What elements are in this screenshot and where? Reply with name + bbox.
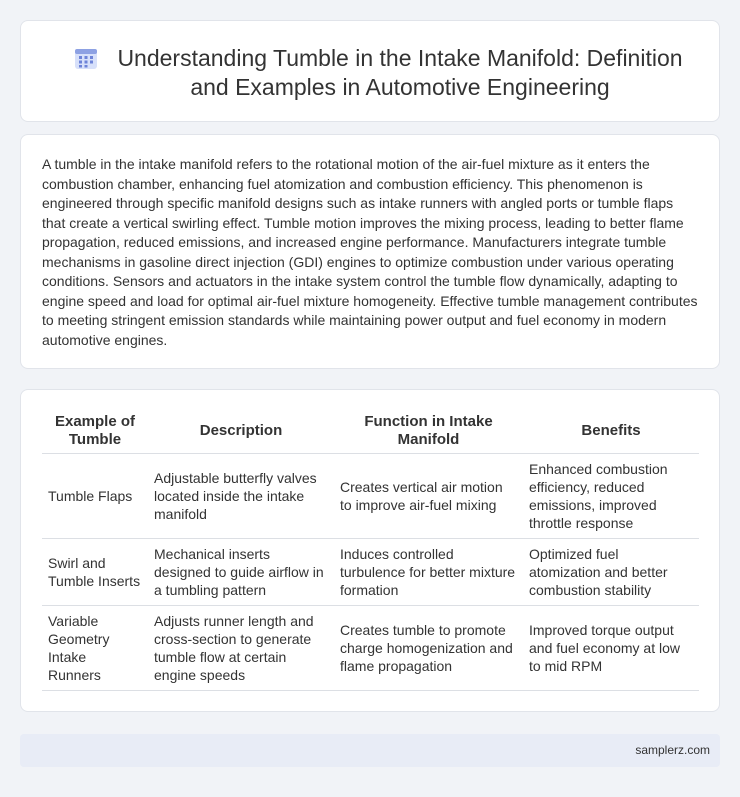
intro-card (20, 134, 720, 369)
cell-description: Mechanical inserts designed to guide airflow in a tumbling pattern (148, 538, 334, 605)
table-card (20, 389, 720, 712)
cell-example: Variable Geometry Intake Runners (42, 605, 148, 690)
examples-table (42, 410, 699, 691)
table-row (42, 453, 699, 538)
cell-example: Tumble Flaps (42, 453, 148, 538)
footer-site-link[interactable]: samplerz.com (635, 743, 710, 757)
header-function: Function in Intake Manifold (334, 410, 523, 453)
table-row (42, 605, 699, 690)
cell-function: Creates vertical air motion to improve air-fuel mixing (334, 453, 523, 538)
cell-description: Adjusts runner length and cross-section to generate tumble flow at certain engine speeds (148, 605, 334, 690)
header-example: Example of Tumble (42, 410, 148, 453)
cell-description: Adjustable butterfly valves located inside the intake manifold (148, 453, 334, 538)
footer-bar (20, 734, 720, 767)
document-grid-icon (73, 47, 99, 71)
table-row (42, 538, 699, 605)
table-header-row (42, 410, 699, 453)
cell-benefits: Enhanced combustion efficiency, reduced emissions, improved throttle response (523, 453, 699, 538)
intro-paragraph: A tumble in the intake manifold refers to the rotational motion of the air-fuel mixture as it enters the combustion chamber, enhancing fuel atomization and combustion efficiency. This phenomenon is engineered through specific manifold designs such as intake runners with angled ports or tumble flaps that create a vertical swirling effect. Tumble motion improves the mixing process, leading to better flame propagation, reduced emissions, and increased engine performance. Manufacturers integrate tumble mechanisms in gasoline direct injection (GDI) engines to optimize combustion under various operating conditions. Sensors and actuators in the intake system control the tumble flow dynamically, adapting to engine speed and load for optimal air-fuel mixture homogeneity. Effective tumble management contributes to meeting stringent emission standards while maintaining power output and fuel economy in modern automotive engines. (42, 156, 698, 348)
cell-function: Creates tumble to promote charge homogenization and flame propagation (334, 605, 523, 690)
header-benefits: Benefits (523, 410, 699, 453)
cell-example: Swirl and Tumble Inserts (42, 538, 148, 605)
cell-benefits: Optimized fuel atomization and better combustion stability (523, 538, 699, 605)
header-description: Description (148, 410, 334, 453)
cell-function: Induces controlled turbulence for better mixture formation (334, 538, 523, 605)
cell-benefits: Improved torque output and fuel economy at low to mid RPM (523, 605, 699, 690)
title-card (20, 20, 720, 122)
page-title: Understanding Tumble in the Intake Manifold: Definition and Examples in Automotive Engineering (117, 45, 683, 100)
